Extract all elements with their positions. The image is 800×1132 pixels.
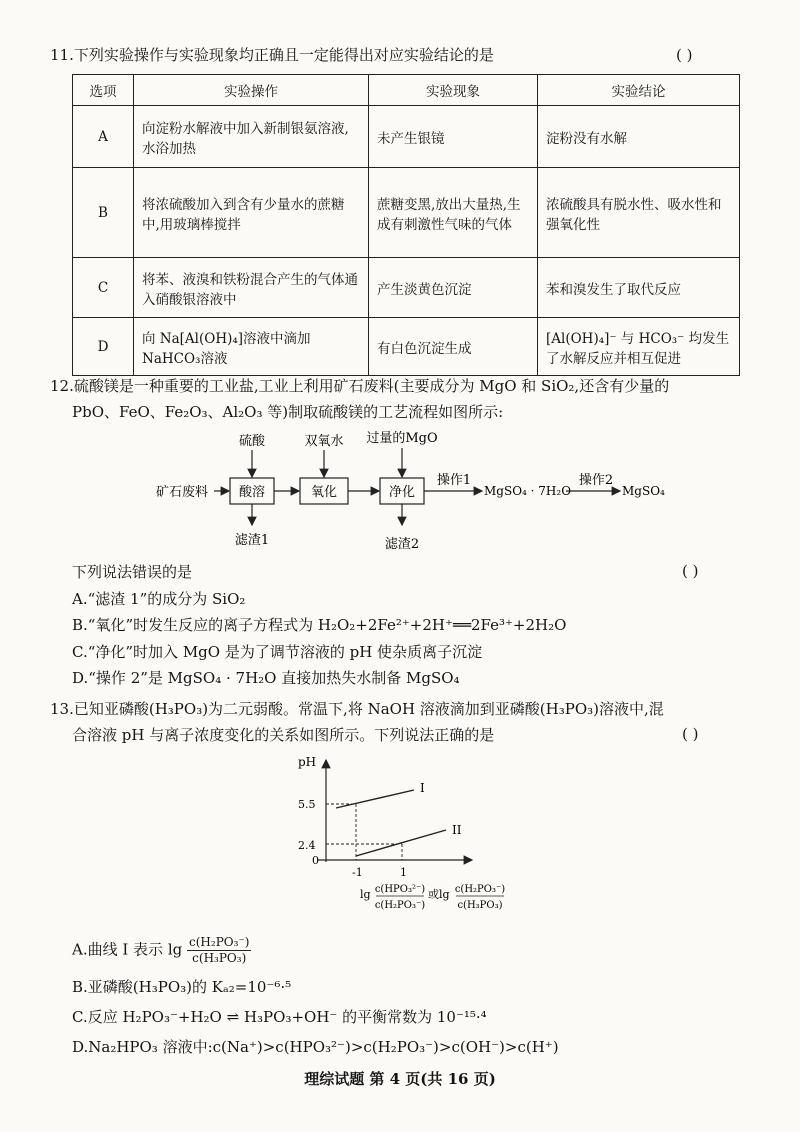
flow-reagent-hydrogen-peroxide: 双氧水 — [304, 434, 344, 449]
row-operation: 向 Na[Al(OH)₄]溶液中滴加 NaHCO₃溶液 — [134, 318, 369, 376]
x-tick-1: 1 — [400, 866, 407, 879]
q13-option-d: D.Na₂HPO₃ 溶液中:c(Na⁺)>c(HPO₃²⁻)>c(H₂PO₃⁻)>c(OH⁻)>c(H⁺) — [72, 1038, 559, 1056]
flow-operation-2: 操作2 — [578, 473, 614, 488]
q11-table — [72, 74, 740, 376]
q12-stem-line1: 12.硫酸镁是一种重要的工业盐,工业上利用矿石废料(主要成分为 MgO 和 SiO₂,还含有少量的 — [50, 377, 670, 395]
flow-start-label: 矿石废料 — [155, 485, 209, 500]
flow-residue-2: 滤渣2 — [384, 537, 420, 552]
x-label-or-lg: 或lg — [428, 888, 450, 901]
y-tick-2-4: 2.4 — [298, 839, 316, 852]
q12-question: 下列说法错误的是 — [72, 563, 193, 581]
q13-option-c: C.反应 H₂PO₃⁻+H₂O ⇌ H₃PO₃+OH⁻ 的平衡常数为 10⁻¹⁵·⁴ — [72, 1008, 487, 1026]
table-row — [73, 318, 740, 376]
flow-reagent-excess-mgo: 过量的MgO — [366, 431, 438, 446]
flow-residue-1: 滤渣1 — [234, 533, 270, 548]
row-option: C — [73, 258, 134, 318]
x-label-lg: lg — [360, 888, 371, 901]
x-label-den-2: c(H₃PO₃) — [457, 900, 503, 911]
q12-stem-line2: PbO、FeO、Fe₂O₃、Al₂O₃ 等)制取硫酸镁的工艺流程如图所示: — [72, 403, 504, 421]
row-operation: 向淀粉水解液中加入新制银氨溶液,水浴加热 — [134, 106, 369, 168]
row-option: D — [73, 318, 134, 376]
table-row — [73, 106, 740, 168]
y-axis-label: pH — [298, 755, 317, 769]
table-header-row — [73, 75, 740, 106]
row-conclusion: 浓硫酸具有脱水性、吸水性和强氧化性 — [538, 168, 740, 258]
q12-option-d: D.“操作 2”是 MgSO₄ · 7H₂O 直接加热失水制备 MgSO₄ — [72, 669, 460, 687]
flow-product-mgso4: MgSO₄ — [622, 484, 665, 498]
page-footer: 理综试题 第 4 页(共 16 页) — [304, 1070, 496, 1088]
x-label-num-2: c(H₂PO₃⁻) — [454, 884, 506, 895]
curve-I-label: I — [420, 781, 425, 795]
header-phenomenon: 实验现象 — [369, 75, 538, 106]
x-label-den-1: c(H₂PO₃⁻) — [374, 900, 426, 911]
curve-II-label: II — [452, 823, 462, 837]
table-row — [73, 258, 740, 318]
row-phenomenon: 产生淡黄色沉淀 — [369, 258, 538, 318]
y-tick-5-5: 5.5 — [298, 798, 316, 811]
flow-box-oxidation-label: 氧化 — [310, 485, 338, 500]
row-phenomenon: 蔗糖变黑,放出大量热,生成有刺激性气味的气体 — [369, 168, 538, 258]
row-option: A — [73, 106, 134, 168]
q13-option-b: B.亚磷酸(H₃PO₃)的 Kₐ₂=10⁻⁶·⁵ — [72, 978, 292, 996]
q12-option-c: C.“净化”时加入 MgO 是为了调节溶液的 pH 使杂质离子沉淀 — [72, 643, 483, 661]
row-conclusion: [Al(OH)₄]⁻ 与 HCO₃⁻ 均发生了水解反应并相互促进 — [538, 318, 740, 376]
row-phenomenon: 有白色沉淀生成 — [369, 318, 538, 376]
header-option: 选项 — [73, 75, 134, 106]
q11-answer-paren: ( ) — [676, 46, 693, 64]
q13-stem-line1: 13.已知亚磷酸(H₃PO₃)为二元弱酸。常温下,将 NaOH 溶液滴加到亚磷酸(H₃PO₃)溶液中,混 — [50, 700, 664, 718]
q13-option-a — [72, 935, 251, 966]
x-label-num-1: c(HPO₃²⁻) — [374, 884, 426, 895]
row-operation: 将浓硫酸加入到含有少量水的蔗糖中,用玻璃棒搅拌 — [134, 168, 369, 258]
header-conclusion: 实验结论 — [538, 75, 740, 106]
flow-product-heptahydrate: MgSO₄ · 7H₂O — [484, 484, 572, 498]
q12-answer-paren: ( ) — [682, 562, 699, 580]
q11-stem: 11.下列实验操作与实验现象均正确且一定能得出对应实验结论的是 — [50, 46, 494, 64]
flow-box-acid-dissolve-label: 酸溶 — [238, 485, 266, 500]
q13-stem-line2: 合溶液 pH 与离子浓度变化的关系如图所示。下列说法正确的是 — [72, 726, 495, 744]
row-conclusion: 苯和溴发生了取代反应 — [538, 258, 740, 318]
x-tick-neg-1: -1 — [352, 866, 363, 879]
table-row — [73, 168, 740, 258]
row-option: B — [73, 168, 134, 258]
curve-I — [336, 790, 414, 808]
q12-option-b: B.“氧化”时发生反应的离子方程式为 H₂O₂+2Fe²⁺+2H⁺══2Fe³⁺+2H₂O — [72, 616, 567, 634]
row-phenomenon: 未产生银镜 — [369, 106, 538, 168]
fraction-denominator: c(H₃PO₃) — [192, 951, 247, 965]
row-operation: 将苯、液溴和铁粉混合产生的气体通入硝酸银溶液中 — [134, 258, 369, 318]
q13-ph-graph — [290, 752, 520, 922]
flow-box-purification-label: 净化 — [388, 485, 416, 500]
q12-option-a: A.“滤渣 1”的成分为 SiO₂ — [72, 590, 246, 608]
origin-label: 0 — [312, 854, 319, 867]
q12-flow-chart — [130, 428, 690, 556]
curve-II — [356, 830, 446, 856]
flow-operation-1: 操作1 — [436, 473, 472, 488]
fraction-numerator: c(H₂PO₃⁻) — [189, 935, 250, 949]
q13-answer-paren: ( ) — [682, 725, 699, 743]
flow-reagent-sulfuric-acid: 硫酸 — [238, 434, 266, 449]
q13-option-a-fraction — [187, 935, 251, 966]
header-operation: 实验操作 — [134, 75, 369, 106]
q13-option-a-text: A.曲线 I 表示 lg — [72, 940, 183, 959]
row-conclusion: 淀粉没有水解 — [538, 106, 740, 168]
